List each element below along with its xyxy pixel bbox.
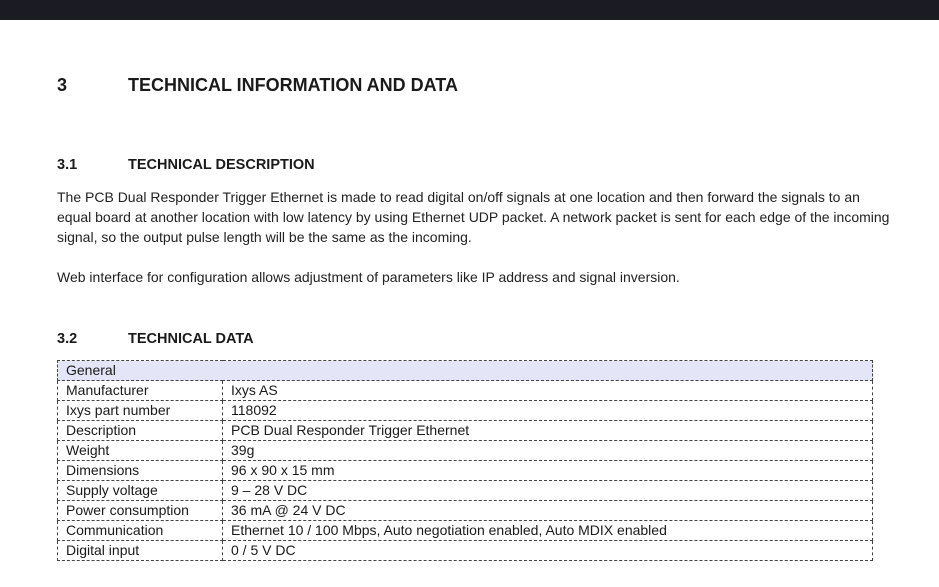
subsection-heading-description [57,157,315,173]
group-header: General [58,361,873,381]
row-value: 39g [223,441,873,461]
section-heading [57,75,458,96]
subsection-number: 3.1 [57,157,78,173]
table-row [58,541,873,561]
row-value: Ethernet 10 / 100 Mbps, Auto negotiation enabled, Auto MDIX enabled [223,521,873,541]
table-row [58,481,873,501]
subsection-title: TECHNICAL DATA [128,331,254,347]
row-key: Dimensions [58,461,223,481]
row-value: 118092 [223,401,873,421]
row-key: Description [58,421,223,441]
table-row [58,461,873,481]
row-value: Ixys AS [223,381,873,401]
subsection-title: TECHNICAL DESCRIPTION [128,157,315,173]
table-row [58,401,873,421]
row-key: Weight [58,441,223,461]
description-paragraph-2: Web interface for configuration allows adjustment of parameters like IP address and signal inversion. [57,269,680,285]
table-group-row [58,361,873,381]
row-key: Digital input [58,541,223,561]
subsection-heading-data [57,331,254,347]
row-value: PCB Dual Responder Trigger Ethernet [223,421,873,441]
top-bar [0,0,939,20]
section-number: 3 [57,75,68,95]
table-row [58,501,873,521]
row-value: 36 mA @ 24 V DC [223,501,873,521]
section-title: TECHNICAL INFORMATION AND DATA [128,75,458,95]
table-row [58,381,873,401]
row-key: Supply voltage [58,481,223,501]
table-row [58,421,873,441]
row-key: Communication [58,521,223,541]
row-value: 96 x 90 x 15 mm [223,461,873,481]
description-paragraph-1: The PCB Dual Responder Trigger Ethernet is made to read digital on/off signals at one location and then forward the signals to an equal board at another location with low latency by using Ethernet UDP packet. A network packet is sent for each edge of the incoming signal, so the output pulse length will be the same as the incoming. [57,189,890,245]
subsection-number: 3.2 [57,331,78,347]
row-value: 0 / 5 V DC [223,541,873,561]
table-row [58,441,873,461]
row-key: Manufacturer [58,381,223,401]
row-value: 9 – 28 V DC [223,481,873,501]
table-row [58,521,873,541]
technical-data-table [57,360,873,561]
row-key: Ixys part number [58,401,223,421]
row-key: Power consumption [58,501,223,521]
